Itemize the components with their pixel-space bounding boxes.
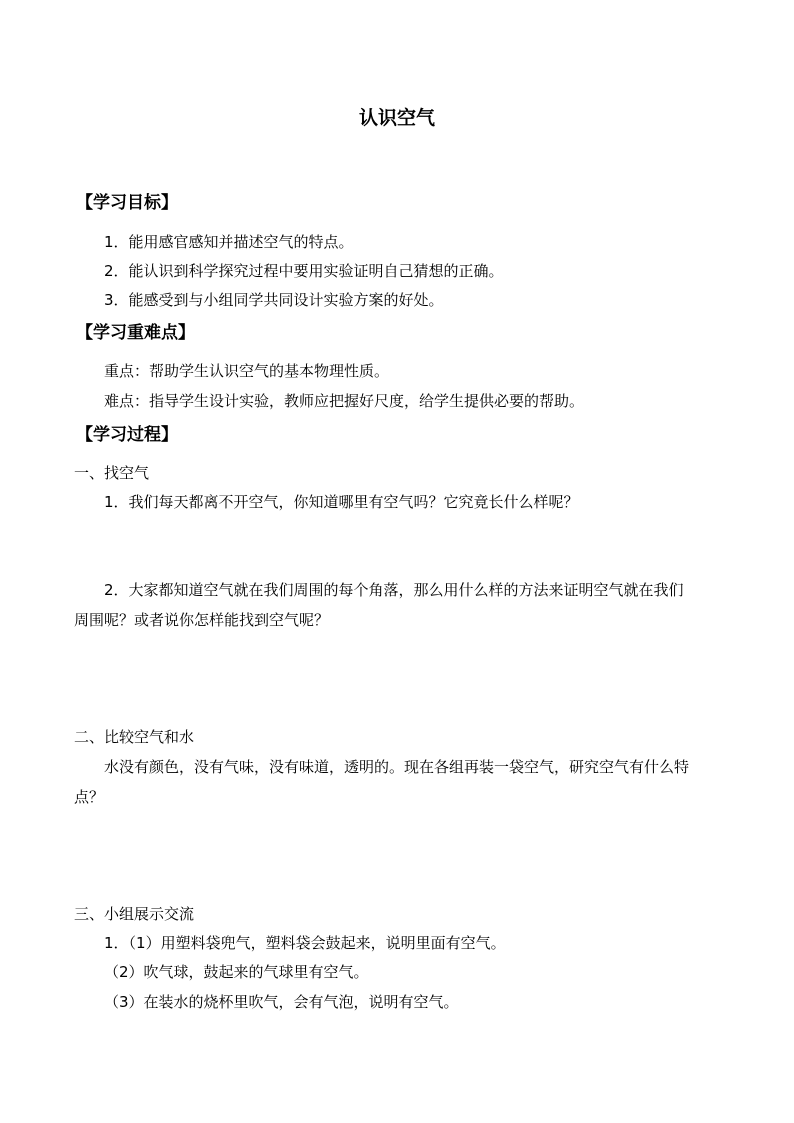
part1-heading: 一、找空气 (74, 464, 150, 482)
key-point-focus: 重点：帮助学生认识空气的基本物理性质。 (104, 362, 390, 380)
part3-item-3: （3）在装水的烧杯里吹气，会有气泡，说明有空气。 (104, 993, 459, 1011)
part3-heading: 三、小组展示交流 (74, 905, 195, 923)
process-heading: 【学习过程】 (76, 425, 178, 445)
part1-question-2-line-1: 2．大家都知道空气就在我们周围的每个角落，那么用什么样的方法来证明空气就在我们 (104, 581, 684, 599)
goal-item-3: 3．能感受到与小组同学共同设计实验方案的好处。 (104, 291, 444, 309)
key-points-heading: 【学习重难点】 (76, 323, 195, 343)
part1-question-2-line-2: 周围呢？或者说你怎样能找到空气呢？ (74, 611, 330, 629)
part3-item-2: （2）吹气球，鼓起来的气球里有空气。 (104, 963, 369, 981)
part1-question-1: 1．我们每天都离不开空气，你知道哪里有空气吗？它究竟长什么样呢？ (104, 493, 579, 511)
part3-item-1: 1．（1）用塑料袋兜气，塑料袋会鼓起来，说明里面有空气。 (104, 934, 506, 952)
part2-heading: 二、比较空气和水 (74, 728, 195, 746)
document-title: 认识空气 (358, 107, 435, 129)
goal-item-2: 2．能认识到科学探究过程中要用实验证明自己猜想的正确。 (104, 262, 504, 280)
key-point-difficulty: 难点：指导学生设计实验，教师应把握好尺度，给学生提供必要的帮助。 (104, 392, 585, 410)
part2-text-line-1: 水没有颜色，没有气味，没有味道，透明的。现在各组再装一袋空气，研究空气有什么特 (104, 758, 690, 776)
goals-heading: 【学习目标】 (76, 193, 178, 213)
goal-item-1: 1．能用感官感知并描述空气的特点。 (104, 233, 354, 251)
part2-text-line-2: 点？ (74, 788, 105, 806)
